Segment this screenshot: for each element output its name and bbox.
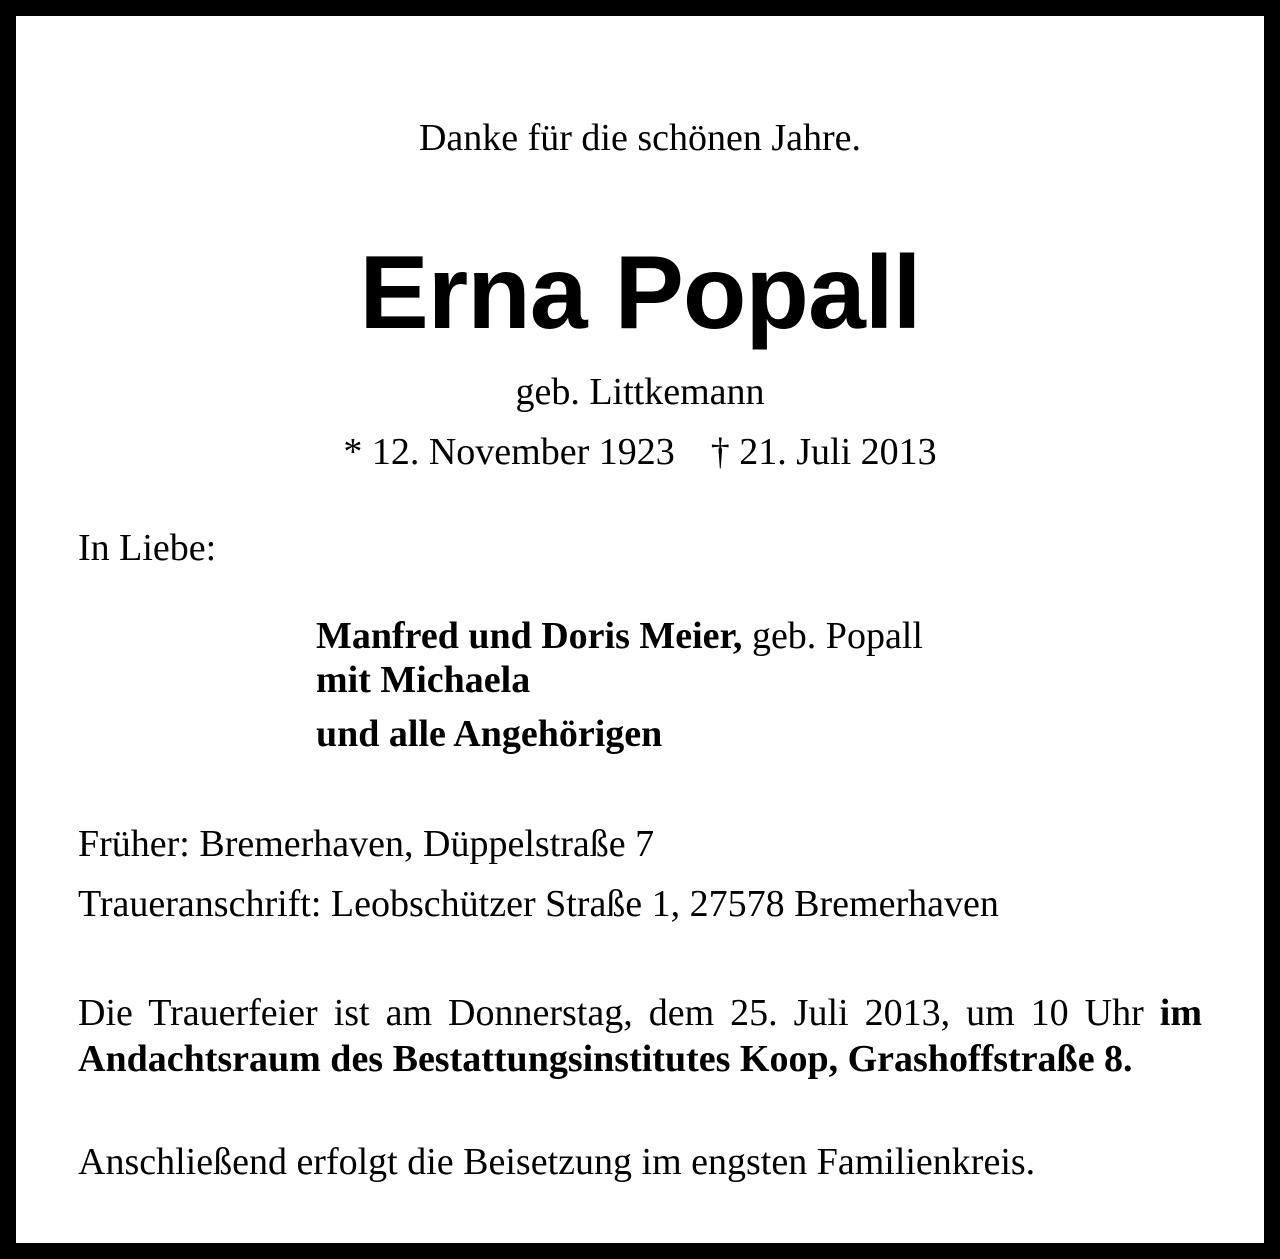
life-dates [16, 430, 1264, 474]
motto: Danke für die schönen Jahre. [418, 117, 862, 159]
maiden-name: geb. Littkemann [515, 371, 765, 413]
mourning-address: Traueranschrift: Leobschützer Straße 1, 27578 Bremerhaven [78, 883, 999, 925]
obituary-notice [16, 16, 1264, 1243]
deceased-name: Erna Popall [359, 235, 921, 351]
family-line-2: mit Michaela [316, 659, 531, 701]
family-names: Manfred und Doris Meier, [316, 615, 743, 657]
ceremony-text: Die Trauerfeier ist am Donnerstag, dem 25. Juli 2013, um 10 Uhr [78, 992, 1160, 1034]
family-maiden: geb. Popall [742, 615, 923, 657]
ceremony-location: im Andachtsraum des Bestattungsinstitutes Koop, Grashoffstraße 8. [78, 992, 1202, 1080]
burial-info: Anschließend erfolgt die Beisetzung im engsten Familienkreis. [78, 1141, 1036, 1183]
death-date: † 21. Juli 2013 [710, 431, 937, 473]
birth-date: * 12. November 1923 [343, 431, 675, 473]
former-address: Früher: Bremerhaven, Düppelstraße 7 [78, 823, 655, 865]
family-line-3: und alle Angehörigen [316, 713, 663, 755]
in-love-label: In Liebe: [78, 527, 217, 569]
ceremony-info [78, 990, 1202, 1082]
family-line-1 [316, 614, 923, 658]
